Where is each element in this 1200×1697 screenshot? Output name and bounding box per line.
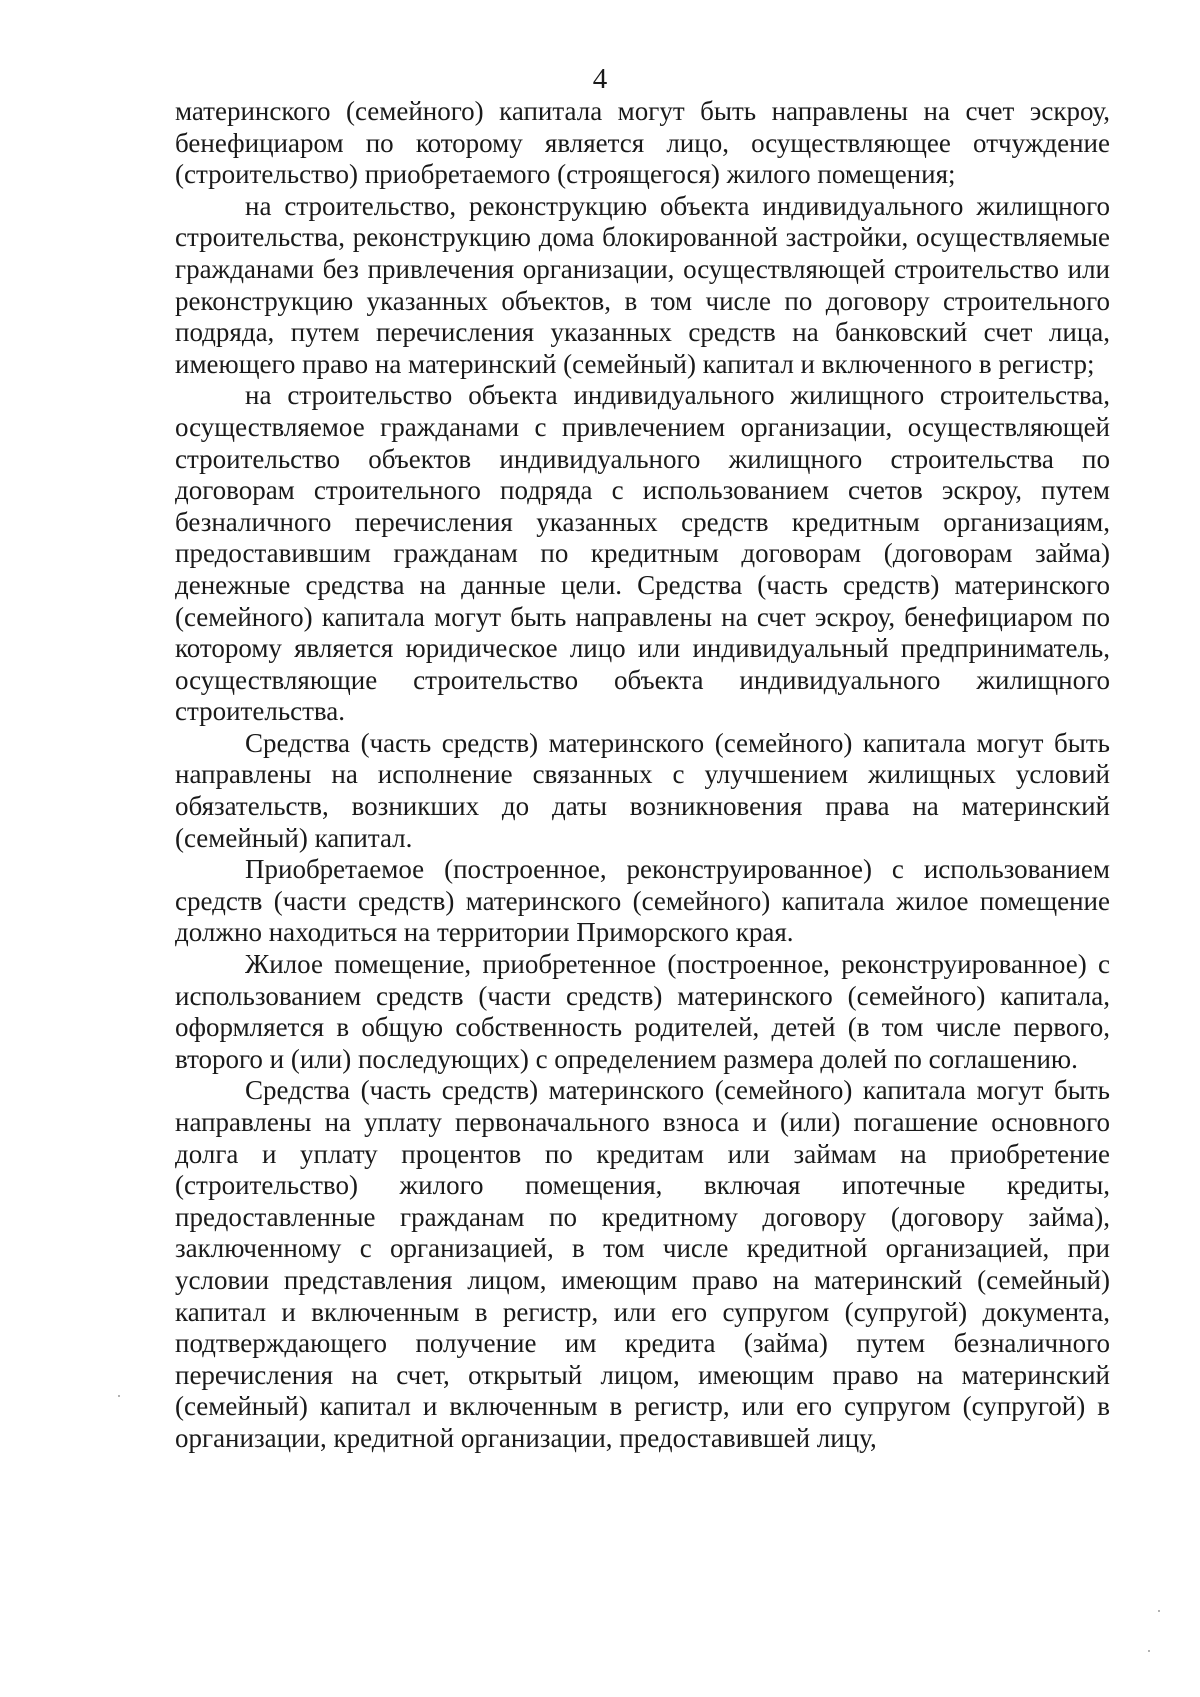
document-body: [175, 96, 1110, 1455]
paragraph-construction-with-organization: на строительство объекта индивидуального жилищного строительства, осуществляемое гражданами с привлечением организации, осуществляющей строительство объектов индивидуального жилищного строительства по договорам строительного подряда с использованием счетов эскроу, путем безналичного перечисления указанных средств кредитным организациям, предоставившим гражданам по кредитным договорам (договорам займа) денежные средства на данные цели. Средства (часть средств) материнского (семейного) капитала могут быть направлены на счет эскроу, бенефициаром по которому является юридическое лицо или индивидуальный предприниматель, осуществляющие строительство объекта индивидуального жилищного строительства.: [175, 380, 1110, 727]
paragraph-construction-without-organization: на строительство, реконструкцию объекта индивидуального жилищного строительства, реконструкцию дома блокированной застройки, осуществляемые гражданами без привлечения организации, осуществляющей строительство или реконструкцию указанных объектов, в том числе по договору строительного подряда, путем перечисления указанных средств на банковский счет лица, имеющего право на материнский (семейный) капитал и включенного в регистр;: [175, 190, 1110, 379]
paragraph-territory-requirement: Приобретаемое (построенное, реконструированное) с использованием средств (части средств) материнского (семейного) капитала жилое помещение должно находиться на территории Приморского края.: [175, 854, 1110, 948]
paragraph-continuation: материнского (семейного) капитала могут быть направлены на счет эскроу, бенефициаром по которому является лицо, осуществляющее отчуждение (строительство) приобретаемого (строящегося) жилого помещения;: [175, 96, 1110, 190]
page-number: 4: [592, 63, 608, 95]
paragraph-loan-repayment: Средства (часть средств) материнского (семейного) капитала могут быть направлены на уплату первоначального взноса и (или) погашение основного долга и уплату процентов по кредитам или займам на приобретение (строительство) жилого помещения, включая ипотечные кредиты, предоставленные гражданам по кредитному договору (договору займа), заключенному с организацией, в том числе кредитной организацией, при условии представления лицом, имеющим право на материнский (семейный) капитал и включенным в регистр, или его супругом (супругой) документа, подтверждающего получение им кредита (займа) путем безналичного перечисления на счет, открытый лицом, имеющим право на материнский (семейный) капитал и включенным в регистр, или его супругом (супругой) в организации, кредитной организации, предоставившей лицу,: [175, 1075, 1110, 1453]
scan-speck: [118, 1395, 120, 1397]
paragraph-shared-ownership: Жилое помещение, приобретенное (построенное, реконструированное) с использованием средств (части средств) материнского (семейного) капитала, оформляется в общую собственность родителей, детей (в том числе первого, второго и (или) последующих) с определением размера долей по соглашению.: [175, 949, 1110, 1074]
scan-speck: [1158, 1610, 1160, 1612]
scan-speck: [1148, 1650, 1150, 1652]
paragraph-prior-obligations: Средства (часть средств) материнского (семейного) капитала могут быть направлены на исполнение связанных с улучшением жилищных условий обязательств, возникших до даты возникновения права на материнский (семейный) капитал.: [175, 727, 1110, 853]
